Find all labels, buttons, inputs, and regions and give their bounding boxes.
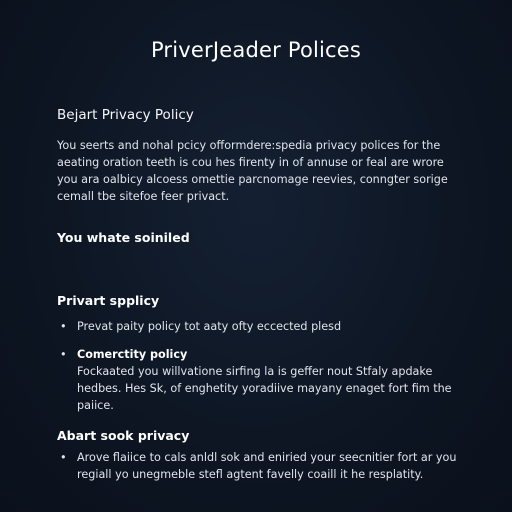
bullet-icon: • — [60, 320, 67, 333]
paragraph-line: you ara oalbicy alcoess omettie parcnomage reevies, conngter sorige — [57, 173, 448, 186]
list-item-text: paiice. — [77, 399, 114, 412]
list-item — [60, 318, 341, 335]
section-heading-what-collected: You whate soiniled — [57, 230, 190, 245]
list-item-text: Prevat paity policy tot aaty ofty eccected plesd — [77, 320, 342, 333]
list-item — [60, 449, 456, 483]
section-heading-privacy-applicy: Privart spplicy — [57, 293, 160, 308]
section-heading-about-book-privacy: Abart sook privacy — [57, 428, 190, 443]
list-item — [60, 346, 452, 414]
list-item-text: Arove flaiice to cals anldl sok and eniried your seecnitier fort ar you — [77, 451, 457, 464]
bullet-icon: • — [60, 348, 67, 361]
bullet-icon: • — [60, 451, 67, 464]
list-item-title: Comerctity policy — [77, 348, 188, 361]
page-title: PriverJeader Polices — [150, 38, 362, 62]
section-heading-privacy-policy: Bejart Privacy Policy — [57, 107, 194, 123]
list-item-text: Fockaated you willvatione sirfing la is geffer nout Stfaly apdake — [77, 365, 433, 378]
list-item-text: hedbes. Hes Sk, of enghetity yoradiive mayany enaget fort fim the — [77, 382, 452, 395]
paragraph-line: aeating oration teeth is cou hes firenty in of annuse or feal are wrore — [57, 156, 444, 169]
list-item-text: regiall yo unegmeble stefl agtent favelly coaill it he resplatity. — [77, 468, 424, 481]
intro-paragraph — [57, 137, 457, 205]
paragraph-line: cemall tbe sitefoe feer privact. — [57, 190, 230, 203]
paragraph-line: You seerts and nohal pcicy offormdere:spedia privacy polices for the — [57, 139, 441, 152]
